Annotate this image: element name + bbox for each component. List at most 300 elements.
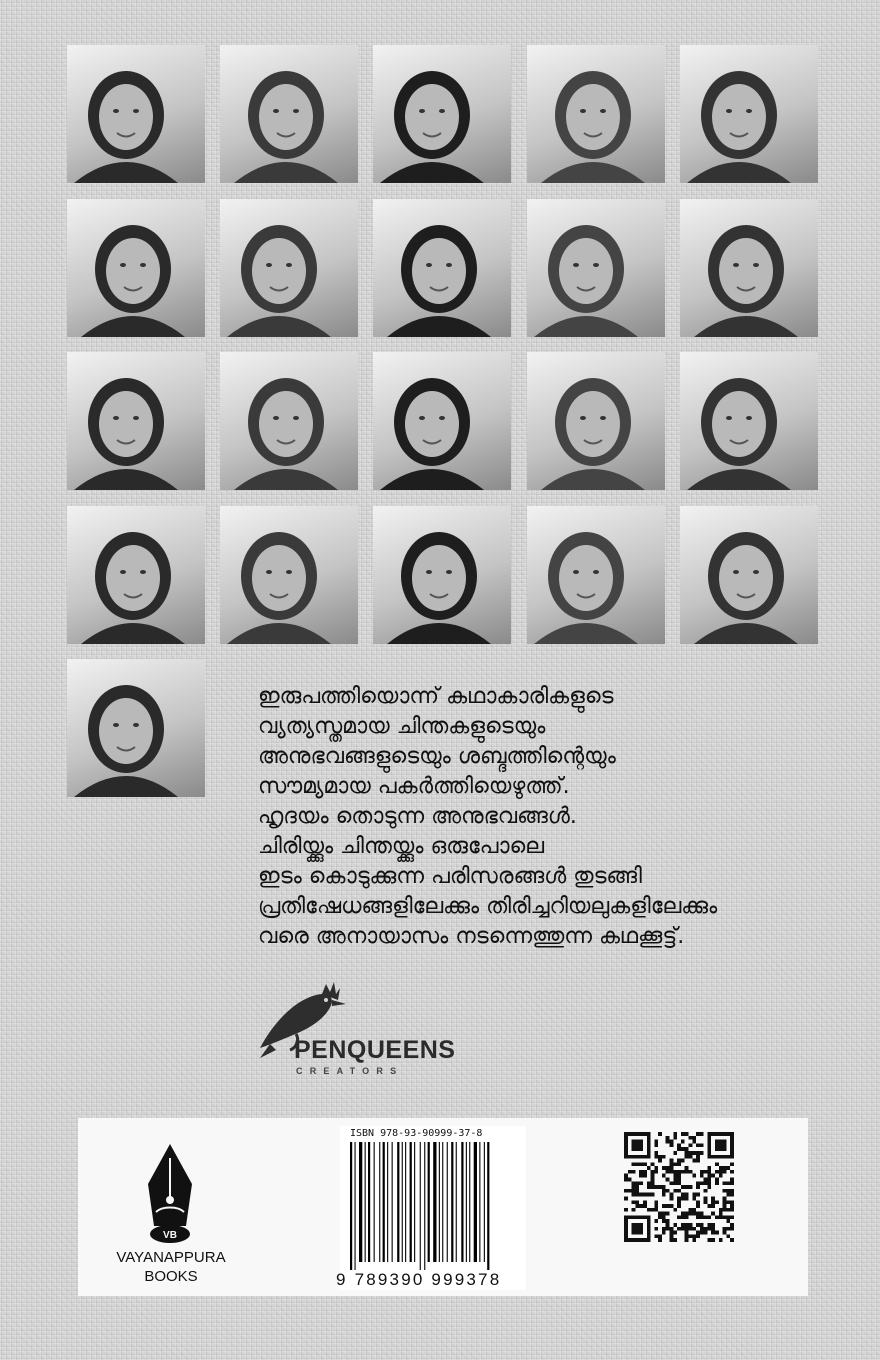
qr-module — [624, 1178, 628, 1182]
qr-module — [707, 1140, 711, 1144]
qr-module — [700, 1132, 704, 1136]
qr-module — [692, 1227, 696, 1231]
qr-module — [628, 1170, 632, 1174]
barcode-bar — [447, 1142, 448, 1262]
barcode-bar — [469, 1142, 470, 1262]
qr-module — [643, 1170, 647, 1174]
qr-module — [685, 1223, 689, 1227]
blurb-line: ഇരുപത്തിയൊന്ന് കഥാകാരികളുടെ — [258, 684, 614, 709]
qr-module — [715, 1181, 719, 1185]
qr-module — [730, 1204, 734, 1208]
blurb-line: സൗമ്യമായ പകർത്തിയെഴുത്ത്. — [258, 774, 570, 799]
qr-module — [666, 1219, 670, 1223]
qr-module — [662, 1155, 666, 1159]
qr-module — [726, 1215, 730, 1219]
qr-module — [700, 1151, 704, 1155]
qr-module — [639, 1193, 643, 1197]
qr-module — [670, 1143, 674, 1147]
qr-module — [635, 1140, 639, 1144]
qr-module — [624, 1215, 628, 1219]
qr-module — [647, 1208, 651, 1212]
qr-module — [632, 1162, 636, 1166]
qr-module — [673, 1162, 677, 1166]
qr-module — [670, 1193, 674, 1197]
author-photo — [220, 199, 358, 337]
qr-module — [726, 1200, 730, 1204]
qr-module — [643, 1200, 647, 1204]
qr-module — [628, 1178, 632, 1182]
qr-module — [719, 1170, 723, 1174]
qr-module — [677, 1215, 681, 1219]
qr-module — [723, 1181, 727, 1185]
barcode-digits: 9 789390 999378 — [336, 1270, 502, 1289]
qr-module — [692, 1136, 696, 1140]
qr-module — [632, 1143, 636, 1147]
qr-module — [628, 1132, 632, 1136]
qr-module — [726, 1166, 730, 1170]
qr-module — [723, 1208, 727, 1212]
qr-module — [688, 1170, 692, 1174]
qr-module — [681, 1147, 685, 1151]
barcode-bar — [474, 1142, 477, 1262]
qr-module — [654, 1151, 658, 1155]
qr-module — [666, 1166, 670, 1170]
qr-module — [632, 1140, 636, 1144]
qr-module — [666, 1189, 670, 1193]
author-photo — [680, 199, 818, 337]
qr-module — [719, 1132, 723, 1136]
qr-module — [719, 1208, 723, 1212]
qr-module — [677, 1147, 681, 1151]
qr-module — [700, 1181, 704, 1185]
qr-module — [662, 1166, 666, 1170]
qr-module — [658, 1159, 662, 1163]
qr-module — [704, 1189, 708, 1193]
qr-module — [685, 1212, 689, 1216]
qr-module — [670, 1196, 674, 1200]
qr-module — [635, 1189, 639, 1193]
qr-module — [673, 1174, 677, 1178]
qr-module — [685, 1155, 689, 1159]
qr-module — [704, 1227, 708, 1231]
qr-module — [662, 1227, 666, 1231]
qr-module — [654, 1227, 658, 1231]
barcode-bar — [402, 1142, 403, 1262]
qr-module — [654, 1200, 658, 1204]
author-photo — [373, 45, 511, 183]
qr-module — [632, 1132, 636, 1136]
qr-module — [696, 1143, 700, 1147]
qr-module — [628, 1155, 632, 1159]
qr-module — [681, 1140, 685, 1144]
qr-module — [624, 1147, 628, 1151]
barcode-bar — [387, 1142, 388, 1262]
qr-module — [692, 1151, 696, 1155]
barcode-bar — [439, 1142, 440, 1262]
barcode-bar — [428, 1142, 430, 1262]
qr-module — [673, 1231, 677, 1235]
qr-module — [654, 1208, 658, 1212]
qr-module — [692, 1196, 696, 1200]
qr-module — [635, 1227, 639, 1231]
qr-module — [654, 1170, 658, 1174]
author-photo — [220, 352, 358, 490]
qr-module — [662, 1219, 666, 1223]
author-photo — [680, 352, 818, 490]
qr-module — [632, 1155, 636, 1159]
qr-module — [624, 1155, 628, 1159]
qr-module — [639, 1174, 643, 1178]
qr-module — [696, 1181, 700, 1185]
author-photo — [220, 506, 358, 644]
qr-module — [639, 1162, 643, 1166]
qr-module — [730, 1140, 734, 1144]
qr-module — [673, 1223, 677, 1227]
qr-module — [677, 1159, 681, 1163]
qr-module — [639, 1223, 643, 1227]
qr-module — [696, 1231, 700, 1235]
qr-module — [651, 1181, 655, 1185]
qr-module — [685, 1234, 689, 1238]
qr-module — [658, 1238, 662, 1242]
qr-module — [707, 1174, 711, 1178]
qr-module — [658, 1234, 662, 1238]
author-photo — [527, 45, 665, 183]
author-photo — [67, 45, 205, 183]
qr-module — [707, 1181, 711, 1185]
qr-module — [715, 1155, 719, 1159]
qr-module — [730, 1155, 734, 1159]
qr-module — [643, 1204, 647, 1208]
qr-module — [670, 1234, 674, 1238]
qr-module — [624, 1231, 628, 1235]
publisher-name-line2: BOOKS — [144, 1268, 198, 1285]
qr-module — [643, 1174, 647, 1178]
qr-module — [647, 1151, 651, 1155]
qr-module — [635, 1215, 639, 1219]
barcode-bar — [405, 1142, 406, 1262]
qr-module — [666, 1136, 670, 1140]
qr-module — [658, 1132, 662, 1136]
qr-module — [666, 1227, 670, 1231]
qr-module — [707, 1215, 711, 1219]
qr-module — [639, 1170, 643, 1174]
qr-module — [696, 1234, 700, 1238]
qr-module — [635, 1181, 639, 1185]
qr-module — [670, 1162, 674, 1166]
qr-module — [639, 1204, 643, 1208]
qr-module — [635, 1231, 639, 1235]
qr-module — [670, 1140, 674, 1144]
qr-module — [670, 1231, 674, 1235]
qr-module — [654, 1234, 658, 1238]
qr-module — [670, 1227, 674, 1231]
qr-code-icon[interactable] — [624, 1132, 734, 1242]
qr-module — [647, 1238, 651, 1242]
qr-module — [707, 1227, 711, 1231]
qr-module — [647, 1132, 651, 1136]
barcode-bar — [414, 1142, 415, 1262]
qr-module — [635, 1204, 639, 1208]
qr-module — [707, 1151, 711, 1155]
qr-module — [677, 1204, 681, 1208]
barcode-bar — [466, 1142, 467, 1262]
qr-module — [662, 1231, 666, 1235]
qr-module — [624, 1234, 628, 1238]
qr-module — [624, 1223, 628, 1227]
qr-module — [624, 1151, 628, 1155]
qr-module — [635, 1155, 639, 1159]
qr-module — [730, 1136, 734, 1140]
qr-module — [647, 1185, 651, 1189]
qr-module — [696, 1185, 700, 1189]
qr-module — [647, 1223, 651, 1227]
qr-module — [685, 1151, 689, 1155]
barcode-bar — [350, 1142, 352, 1270]
qr-module — [677, 1200, 681, 1204]
qr-module — [715, 1178, 719, 1182]
qr-module — [711, 1231, 715, 1235]
qr-module — [685, 1170, 689, 1174]
qr-module — [662, 1212, 666, 1216]
qr-module — [692, 1193, 696, 1197]
qr-module — [696, 1212, 700, 1216]
author-photo — [680, 45, 818, 183]
qr-module — [681, 1159, 685, 1163]
qr-module — [685, 1227, 689, 1231]
qr-module — [707, 1132, 711, 1136]
barcode-bar — [365, 1142, 366, 1262]
qr-module — [639, 1132, 643, 1136]
qr-module — [651, 1193, 655, 1197]
qr-module — [723, 1170, 727, 1174]
qr-module — [715, 1231, 719, 1235]
qr-module — [673, 1132, 677, 1136]
qr-module — [723, 1196, 727, 1200]
qr-module — [696, 1215, 700, 1219]
qr-module — [723, 1215, 727, 1219]
qr-module — [715, 1170, 719, 1174]
qr-module — [704, 1196, 708, 1200]
barcode-bar — [379, 1142, 380, 1262]
qr-module — [670, 1181, 674, 1185]
qr-module — [654, 1204, 658, 1208]
qr-module — [677, 1227, 681, 1231]
back-cover-blurb — [258, 682, 858, 952]
qr-module — [711, 1238, 715, 1242]
qr-module — [726, 1155, 730, 1159]
qr-module — [635, 1200, 639, 1204]
penqueens-logo-subtitle: CREATORS — [296, 1066, 404, 1076]
qr-module — [696, 1223, 700, 1227]
qr-module — [730, 1238, 734, 1242]
qr-module — [711, 1223, 715, 1227]
qr-module — [700, 1212, 704, 1216]
qr-module — [632, 1200, 636, 1204]
qr-module — [662, 1204, 666, 1208]
qr-module — [719, 1212, 723, 1216]
qr-module — [639, 1155, 643, 1159]
qr-module — [696, 1193, 700, 1197]
qr-module — [677, 1196, 681, 1200]
qr-module — [696, 1151, 700, 1155]
qr-module — [704, 1231, 708, 1235]
qr-module — [677, 1143, 681, 1147]
qr-module — [726, 1132, 730, 1136]
barcode-bar — [420, 1142, 421, 1270]
qr-module — [711, 1174, 715, 1178]
qr-module — [696, 1132, 700, 1136]
qr-module — [643, 1155, 647, 1159]
qr-module — [688, 1151, 692, 1155]
qr-module — [723, 1189, 727, 1193]
qr-module — [685, 1231, 689, 1235]
qr-module — [635, 1147, 639, 1151]
qr-module — [730, 1227, 734, 1231]
qr-module — [692, 1238, 696, 1242]
qr-module — [711, 1196, 715, 1200]
qr-module — [673, 1178, 677, 1182]
qr-module — [666, 1212, 670, 1216]
qr-module — [688, 1208, 692, 1212]
qr-module — [647, 1193, 651, 1197]
qr-module — [647, 1215, 651, 1219]
qr-module — [723, 1155, 727, 1159]
qr-module — [719, 1174, 723, 1178]
qr-module — [711, 1200, 715, 1204]
qr-module — [647, 1219, 651, 1223]
qr-module — [632, 1215, 636, 1219]
qr-module — [632, 1193, 636, 1197]
barcode-bar — [442, 1142, 443, 1262]
pen-nib-vb-icon — [140, 1140, 200, 1246]
qr-module — [670, 1159, 674, 1163]
qr-module — [673, 1181, 677, 1185]
barcode-bar — [424, 1142, 425, 1270]
qr-module — [685, 1166, 689, 1170]
qr-module — [685, 1193, 689, 1197]
qr-module — [688, 1227, 692, 1231]
barcode-bar — [433, 1142, 436, 1262]
qr-module — [730, 1200, 734, 1204]
qr-module — [707, 1185, 711, 1189]
qr-module — [670, 1166, 674, 1170]
publisher-name-line1: VAYANAPPURA — [116, 1249, 226, 1266]
qr-module — [719, 1155, 723, 1159]
qr-module — [662, 1193, 666, 1197]
blurb-line: പ്രതിഷേധങ്ങളിലേക്കും തിരിച്ചറിയലുകളിലേക്കും — [258, 894, 718, 919]
qr-module — [726, 1181, 730, 1185]
barcode-bar — [374, 1142, 375, 1262]
qr-module — [651, 1178, 655, 1182]
qr-module — [692, 1140, 696, 1144]
qr-module — [632, 1238, 636, 1242]
qr-module — [624, 1143, 628, 1147]
qr-module — [715, 1200, 719, 1204]
qr-module — [696, 1159, 700, 1163]
qr-module — [677, 1181, 681, 1185]
qr-module — [662, 1215, 666, 1219]
qr-module — [666, 1204, 670, 1208]
qr-module — [632, 1227, 636, 1231]
barcode-bar — [484, 1142, 485, 1262]
qr-module — [681, 1196, 685, 1200]
barcode-bar — [451, 1142, 453, 1262]
qr-module — [632, 1181, 636, 1185]
qr-module — [707, 1223, 711, 1227]
qr-module — [700, 1231, 704, 1235]
qr-module — [707, 1178, 711, 1182]
qr-module — [632, 1189, 636, 1193]
qr-module — [635, 1193, 639, 1197]
qr-module — [707, 1155, 711, 1159]
barcode-bar — [383, 1142, 385, 1262]
qr-module — [723, 1147, 727, 1151]
qr-module — [696, 1155, 700, 1159]
qr-module — [730, 1181, 734, 1185]
qr-module — [681, 1185, 685, 1189]
qr-module — [688, 1136, 692, 1140]
barcode-bar — [456, 1142, 457, 1262]
qr-module — [685, 1215, 689, 1219]
blurb-line: അനുഭവങ്ങളുടെയും ശബ്ദത്തിന്റെയും — [258, 744, 616, 769]
author-photo — [527, 506, 665, 644]
qr-module — [677, 1189, 681, 1193]
barcode-bar — [368, 1142, 370, 1262]
qr-module — [628, 1189, 632, 1193]
author-photo — [67, 352, 205, 490]
qr-module — [688, 1234, 692, 1238]
qr-module — [654, 1140, 658, 1144]
qr-module — [707, 1166, 711, 1170]
qr-module — [681, 1193, 685, 1197]
qr-module — [662, 1185, 666, 1189]
qr-module — [700, 1215, 704, 1219]
qr-module — [704, 1200, 708, 1204]
qr-module — [624, 1196, 628, 1200]
qr-module — [647, 1231, 651, 1235]
qr-module — [639, 1147, 643, 1151]
qr-module — [723, 1132, 727, 1136]
qr-module — [643, 1238, 647, 1242]
qr-module — [639, 1231, 643, 1235]
qr-module — [692, 1159, 696, 1163]
qr-module — [643, 1215, 647, 1219]
qr-module — [704, 1178, 708, 1182]
qr-module — [632, 1185, 636, 1189]
qr-module — [700, 1227, 704, 1231]
qr-module — [673, 1151, 677, 1155]
qr-module — [662, 1174, 666, 1178]
qr-module — [730, 1193, 734, 1197]
qr-module — [654, 1185, 658, 1189]
isbn-barcode — [348, 1142, 518, 1270]
qr-module — [685, 1132, 689, 1136]
qr-module — [692, 1208, 696, 1212]
qr-module — [647, 1166, 651, 1170]
qr-module — [723, 1140, 727, 1144]
qr-module — [707, 1238, 711, 1242]
barcode-bar — [359, 1142, 362, 1262]
qr-module — [704, 1181, 708, 1185]
qr-module — [730, 1162, 734, 1166]
author-photo — [67, 659, 205, 797]
qr-module — [692, 1234, 696, 1238]
qr-module — [635, 1238, 639, 1242]
qr-module — [726, 1234, 730, 1238]
qr-module — [666, 1140, 670, 1144]
qr-module — [681, 1132, 685, 1136]
